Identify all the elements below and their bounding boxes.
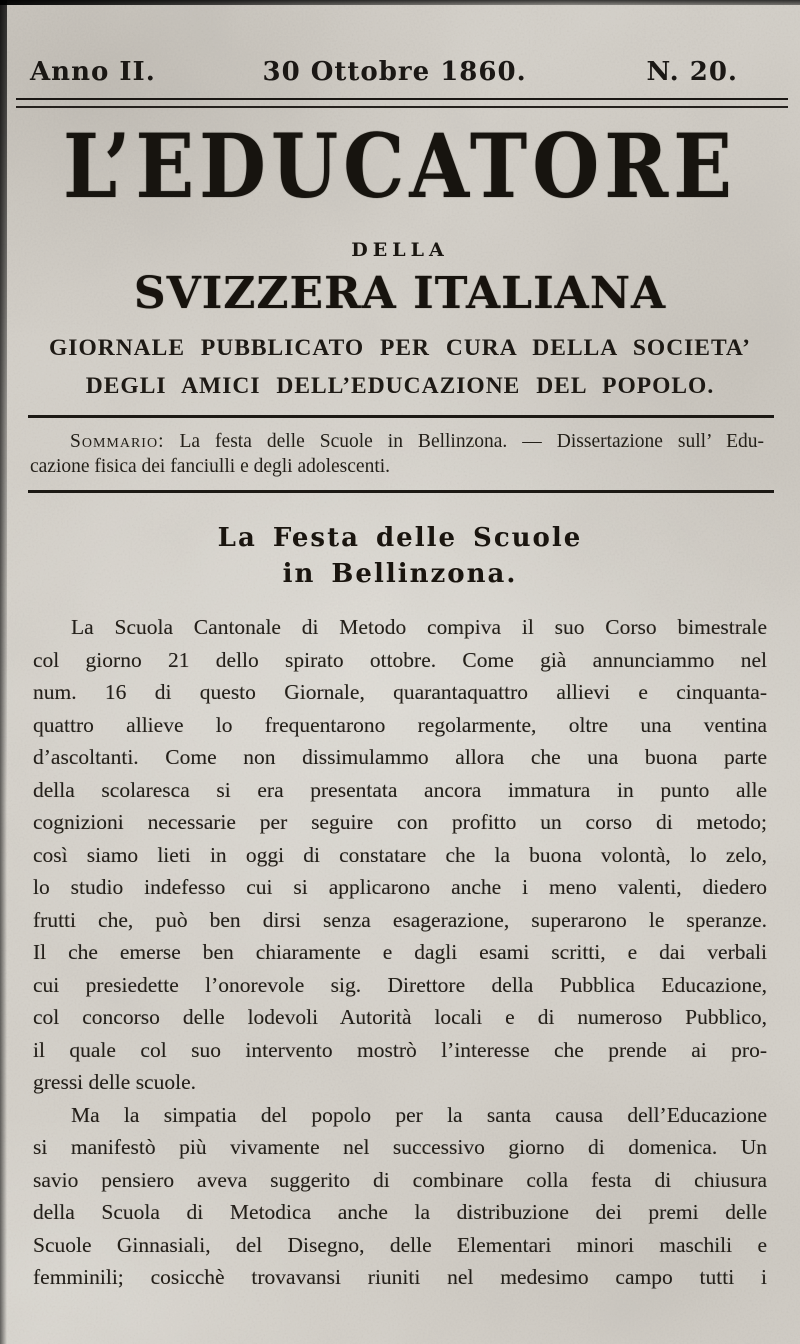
tagline-line1: GIORNALE PUBBLICATO PER CURA DELLA SOCIETA’ [49,335,751,362]
body-line: savio pensiero aveva suggerito di combinare colla festa di chiusura [33,1167,767,1192]
masthead-della: DELLA [351,238,449,261]
article-title [0,520,800,592]
body-line: col giorno 21 dello spirato ottobre. Come già annunciammo nel [33,647,767,672]
body-line: d’ascoltanti. Come non dissimulammo allora che una buona parte [33,745,767,770]
masthead-title: L’EDUCATORE [63,116,737,219]
body-line: quattro allieve lo frequentarono regolarmente, oltre una ventina [33,712,767,737]
date-label: 30 Ottobre 1860. [262,57,527,87]
body-line: lo studio indefesso cui si applicarono anche i meno valenti, diedero [33,875,767,900]
rule-below-sommario [28,490,774,493]
body-line: Il che emerse ben chiaramente e dagli esami scritti, e dai verbali [33,940,767,965]
body-line: Scuole Ginnasiali, del Disegno, delle Elementari minori maschili e [33,1232,767,1257]
article-body [33,611,767,1294]
masthead-subtitle: SVIZZERA ITALIANA [133,267,667,319]
sommario-line1 [30,429,764,454]
article-title-line1: La Festa delle Scuole [217,523,583,554]
issue-number-label: N. 20. [646,57,738,87]
body-line: femminili; cosicchè trovavansi riuniti nel medesimo campo tutti i [33,1265,767,1290]
body-line: cui presiedette l’onorevole sig. Direttore della Pubblica Educazione, [33,972,767,997]
sommario-label: Sommario: [70,431,165,453]
body-line: cognizioni necessarie per seguire con profitto un corso di metodo; [33,810,767,835]
sommario-text-line1: La festa delle Scuole in Bellinzona. — Dissertazione sull’ Edu- [164,431,764,453]
scan-edge-top [0,0,800,5]
body-line: il quale col suo intervento mostrò l’interesse che prende ai pro- [33,1037,767,1062]
body-line: col concorso delle lodevoli Autorità locali e di numeroso Pubblico, [33,1005,767,1030]
rule-above-sommario [28,415,774,418]
sommario-section [30,429,764,479]
volume-label: Anno II. [30,57,156,87]
body-line: gressi delle scuole. [33,1070,196,1095]
body-line: num. 16 di questo Giornale, quarantaquattro allievi e cinquanta- [33,680,767,705]
body-line: si manifestò più vivamente nel successivo giorno di domenica. Un [33,1135,767,1160]
body-line: La Scuola Cantonale di Metodo compiva il suo Corso bimestrale [71,615,767,640]
body-line: della scolaresca si era presentata ancora immatura in punto alle [33,777,767,802]
double-rule [16,98,788,108]
body-line: Ma la simpatia del popolo per la santa causa dell’Educazione [71,1102,767,1127]
sommario-text-line2: cazione fisica dei fanciulli e degli adolescenti. [30,456,391,478]
body-line: frutti che, può ben dirsi senza esagerazione, superarono le speranze. [33,907,767,932]
body-line: della Scuola di Metodica anche la distribuzione dei premi delle [33,1200,767,1225]
issue-header [30,57,738,89]
article-title-line2: in Bellinzona. [282,559,518,590]
tagline-line2: DEGLI AMICI DELL’EDUCAZIONE DEL POPOLO. [85,373,715,400]
body-line: così siamo lieti in oggi di constatare che la buona volontà, lo zelo, [33,842,767,867]
